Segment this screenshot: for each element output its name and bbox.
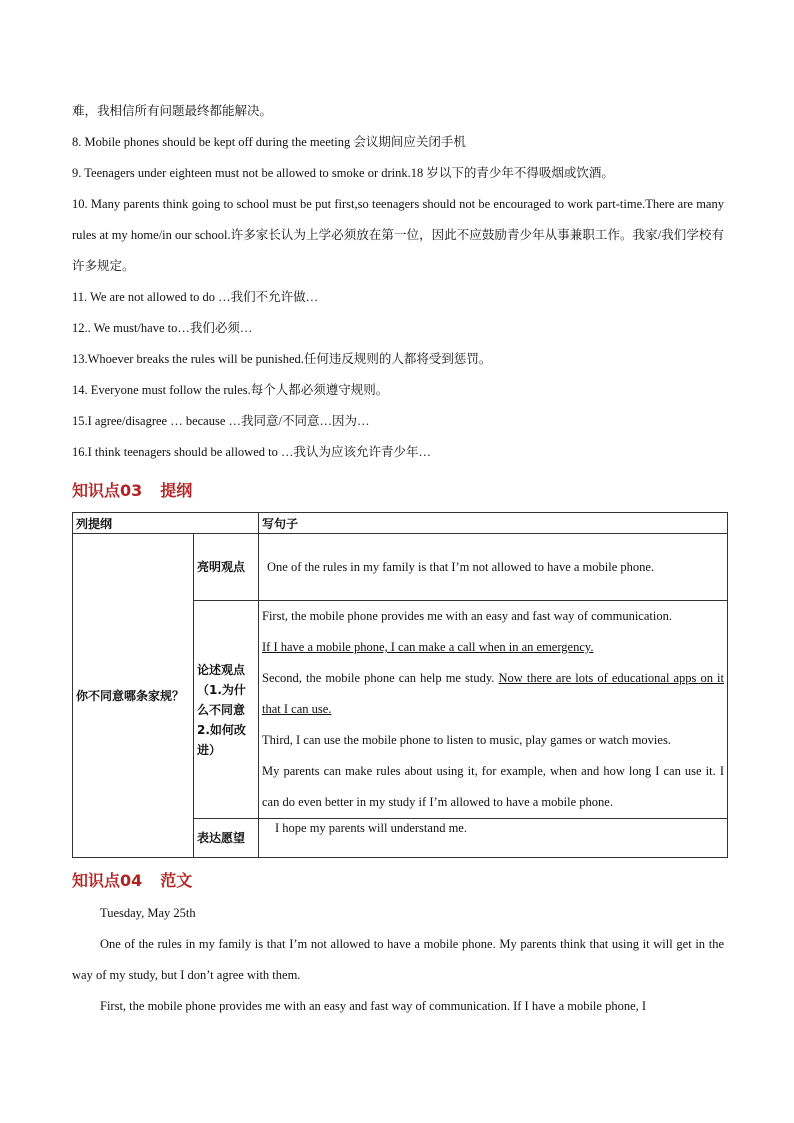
text-line: 9. Teenagers under eighteen must not be allowed to smoke or drink.18 岁以下的青少年不得吸烟或饮酒。 xyxy=(72,166,614,180)
section-title: 范文 xyxy=(160,871,193,890)
underlined-sentence: If I have a mobile phone, I can make a call when in an emergency. xyxy=(262,640,594,654)
sentence: My parents can make rules about using it, for example, when and how long I can use it. I can do even better in my study if I’m allowed to have a mobile phone. xyxy=(262,764,724,809)
text-line: 15.I agree/disagree … because …我同意/不同意…因为… xyxy=(72,414,370,428)
document-page xyxy=(72,96,724,1022)
row-label: 亮明观点 xyxy=(194,534,259,601)
section-label: 知识点03 xyxy=(72,481,143,500)
row-text: I hope my parents will understand me. xyxy=(259,819,728,858)
section-title: 提纲 xyxy=(160,481,193,500)
text-line: 11. We are not allowed to do …我们不允许做… xyxy=(72,290,319,304)
text-line: 8. Mobile phones should be kept off during the meeting 会议期间应关闭手机 xyxy=(72,135,466,149)
row-label: 论述观点（1.为什么不同意 2.如何改进） xyxy=(194,601,259,819)
section-heading xyxy=(72,476,724,506)
row-text xyxy=(259,601,728,819)
row-text: One of the rules in my family is that I’m not allowed to have a mobile phone. xyxy=(259,534,728,601)
table-header-right: 写句子 xyxy=(259,513,728,534)
essay-paragraph: One of the rules in my family is that I’m not allowed to have a mobile phone. My parents think that using it will get in the way of my study, but I don’t agree with them. xyxy=(72,937,724,982)
text-line: 14. Everyone must follow the rules.每个人都必须遵守规则。 xyxy=(72,383,389,397)
text-line: 13.Whoever breaks the rules will be punished.任何违反规则的人都将受到惩罚。 xyxy=(72,352,492,366)
text-line: 12.. We must/have to…我们必须… xyxy=(72,321,253,335)
essay-paragraph: First, the mobile phone provides me with an easy and fast way of communication. If I have a mobile phone, I xyxy=(100,999,647,1013)
text-paragraph: 10. Many parents think going to school must be put first,so teenagers should not be encouraged to work part-time.There are many rules at my home/in our school.许多家长认为上学必须放在第一位，因此不应鼓励青少年从事兼职工作。我家/我们学校有许多规定。 xyxy=(72,197,724,273)
essay-date: Tuesday, May 25th xyxy=(100,906,196,920)
outline-table xyxy=(72,512,728,858)
text-line: 16.I think teenagers should be allowed to …我认为应该允许青少年… xyxy=(72,445,431,459)
sentence: Second, the mobile phone can help me study. xyxy=(262,671,495,685)
question-cell: 你不同意哪条家规？ xyxy=(73,534,194,858)
text-line: 难，我相信所有问题最终都能解决。 xyxy=(72,104,273,118)
underlined-sentence: Now there are lots of educational apps on it that I can use. xyxy=(262,671,724,716)
table-header-left: 列提纲 xyxy=(73,513,259,534)
sentence: First, the mobile phone provides me with an easy and fast way of communication. xyxy=(262,609,672,623)
model-essay xyxy=(72,898,724,1022)
section-label: 知识点04 xyxy=(72,871,143,890)
sentence: Third, I can use the mobile phone to listen to music, play games or watch movies. xyxy=(262,733,671,747)
section-heading xyxy=(72,866,724,896)
row-label: 表达愿望 xyxy=(194,819,259,858)
